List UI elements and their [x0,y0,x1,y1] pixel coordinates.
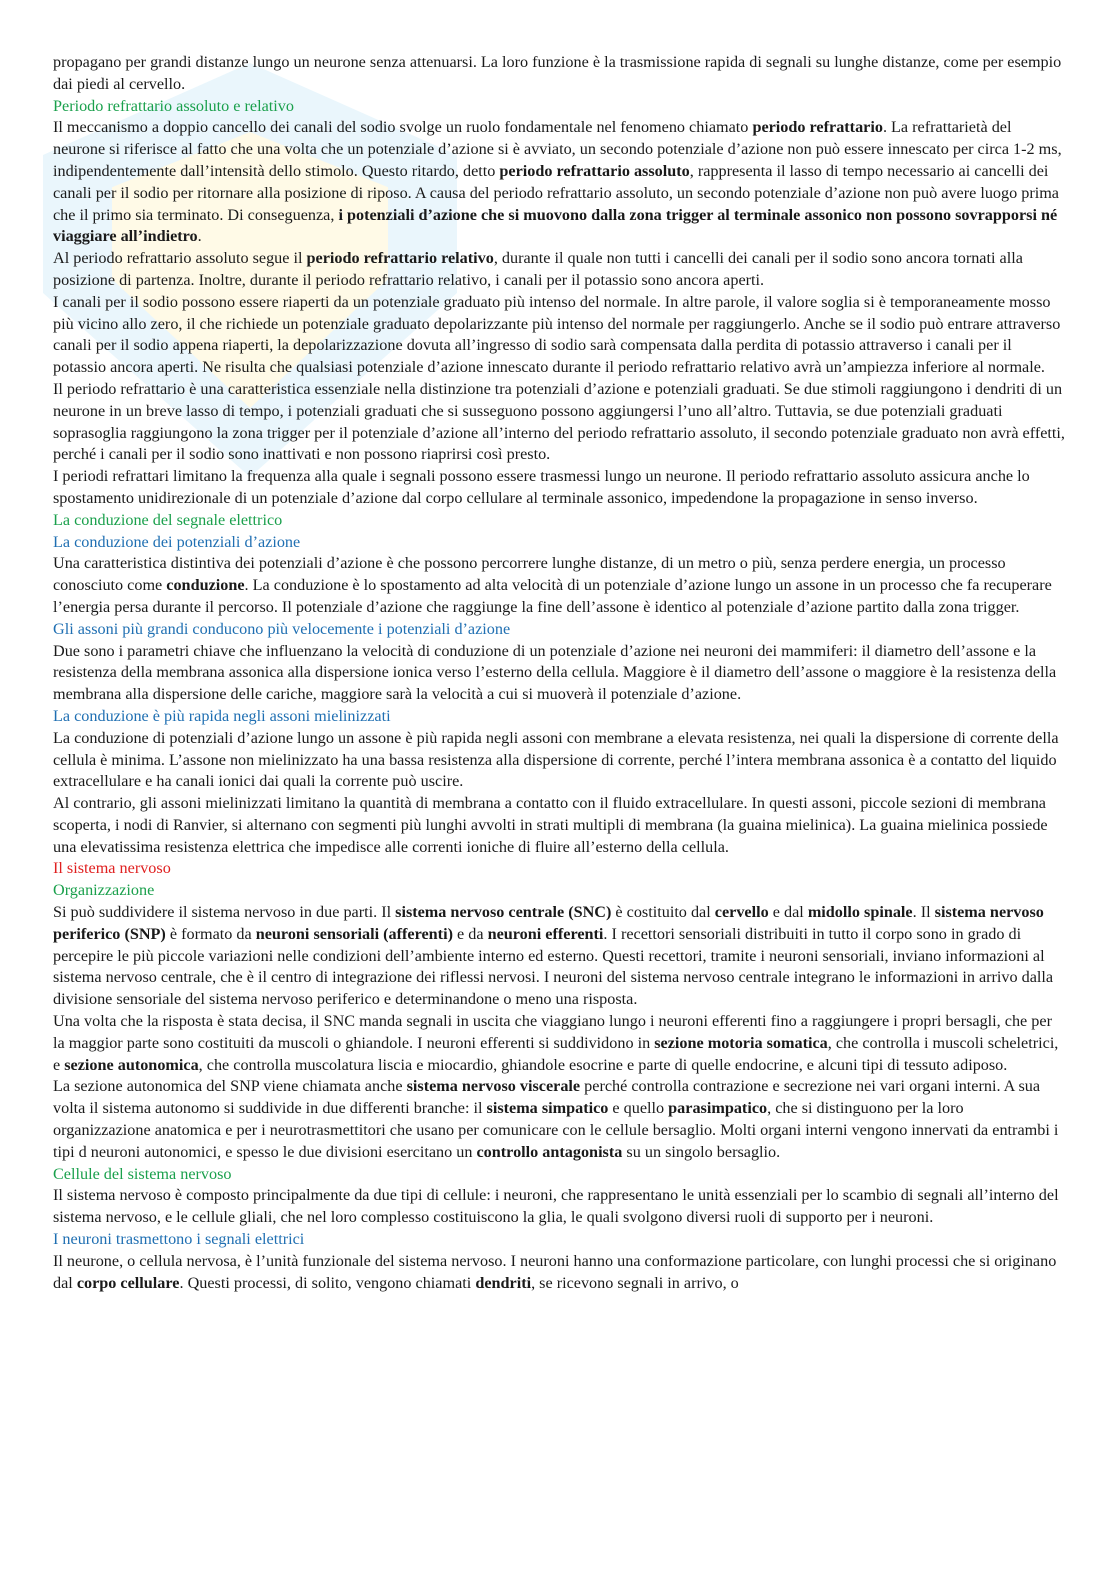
text-run: I periodi refrattari limitano la frequenza alla quale i segnali possono essere trasmessi lungo un neurone. Il periodo refrattario assoluto assicura anche lo spostamento unidirezionale di un potenziale d’azione dal corpo cellulare al terminale assonico, impedendone la propagazione in senso inverso. [53,467,1030,507]
text-run: , rappresenta il lasso di tempo necessario ai cancelli dei canali per il sodio per ritornare alla posizione di riposo. A causa del periodo refrattario assoluto, un secondo potenziale d’azione non può avere luogo prima che il primo sia terminato. Di conseguenza, [53,161,1059,224]
text-run: . [197,227,202,246]
bold-term: i potenziali d’azione che si muovono dalla zona trigger al terminale assonico non possono sovrapporsi né viaggiare all’indietro [53,205,1058,246]
bold-term: periodo refrattario relativo [306,249,494,268]
paragraph [53,793,1065,858]
text-run: Il meccanismo a doppio cancello dei canali del sodio svolge un ruolo fondamentale nel fenomeno chiamato [53,118,753,137]
section-heading: La conduzione dei potenziali d’azione [53,532,301,551]
text-run: Il periodo refrattario è una caratteristica essenziale nella distinzione tra potenziali d’azione e potenziali graduati. Se due stimoli raggiungono i dendriti di un neurone in un breve lasso di tempo, i potenziali graduati che si susseguono possono aggiungersi l’uno all’altro. Tuttavia, se due potenziali graduati soprasoglia raggiungono la zona trigger per il potenziale d’azione all’interno del periodo refrattario assoluto, il secondo potenziale graduato non avrà effetti, perché i canali per il sodio sono inattivati e non possono riaprirsi così presto. [53,379,1065,464]
bold-term: sistema simpatico [486,1099,609,1118]
text-run: . I recettori sensoriali distribuiti in tutto il corpo sono in grado di percepire le più piccole variazioni nelle condizioni dell’ambiente interno ed esterno. Questi recettori, tramite i neuroni sensoriali, inviano informazioni al sistema nervoso centrale, che è il centro di integrazione dei riflessi nervosi. I neuroni del sistema nervoso centrale integrano le informazioni in arrivo dalla divisione sensoriale del sistema nervoso periferico e determinandone o meno una risposta. [53,924,1054,1009]
section-heading: Il sistema nervoso [53,859,171,878]
section-heading: I neuroni trasmettono i segnali elettrici [53,1230,305,1249]
section-heading: La conduzione è più rapida negli assoni mielinizzati [53,706,391,725]
paragraph [53,1251,1065,1295]
bold-term: dendriti [475,1273,532,1292]
text-run: , se ricevono segnali in arrivo, o [531,1273,739,1292]
bold-term: corpo cellulare [76,1273,180,1292]
paragraph [53,248,1065,292]
bold-term: sezione autonomica [64,1055,199,1074]
text-run: propagano per grandi distanze lungo un neurone senza attenuarsi. La loro funzione è la trasmissione rapida di segnali su lunghe distanze, come per esempio dai piedi al cervello. [53,53,1062,93]
text-run: e da [452,924,488,943]
text-run: La conduzione di potenziali d’azione lungo un assone è più rapida negli assoni con membrane a elevata resistenza, nei quali la dispersione di corrente della cellula è minima. L’assone non mielinizzato ha una bassa resistenza alla dispersione di corrente, perché l’intera membrana assonica è a contatto del liquido extracellulare e ha canali ionici dai quali la corrente può uscire. [53,728,1059,791]
text-run: Due sono i parametri chiave che influenzano la velocità di conduzione di un potenziale d’azione nei neuroni dei mammiferi: il diametro dell’assone e la resistenza della membrana assonica alla dispersione ionica verso l’esterno della cellula. Maggiore è il diametro dell’assone o maggiore è la resistenza della membrana alla dispersione delle cariche, maggiore sarà la velocità a cui si muoverà il potenziale d’azione. [53,641,1057,704]
bold-term: neuroni efferenti [487,924,604,943]
bold-term: sezione motoria somatica [654,1033,828,1052]
text-run: Il neurone, o cellula nervosa, è l’unità funzionale del sistema nervoso. I neuroni hanno una conformazione particolare, con lunghi processi che si originano dal [53,1251,1057,1292]
bold-term: sistema nervoso viscerale [406,1077,581,1096]
paragraph [53,728,1065,793]
document-body [53,52,1065,1294]
bold-term: parasimpatico [668,1099,768,1118]
bold-term: periodo refrattario assoluto [499,161,690,180]
text-run: Il sistema nervoso è composto principalmente da due tipi di cellule: i neuroni, che rappresentano le unità essenziali per lo scambio di segnali all’interno del sistema nervoso, e le cellule gliali, che nel loro complesso costituiscono la glia, le quali svolgono diversi ruoli di supporto per i neuroni. [53,1186,1059,1227]
bold-term: midollo spinale [807,903,913,922]
text-run: , che controlla i muscoli scheletrici, e [53,1033,1059,1074]
bold-term: cervello [714,903,769,922]
text-run: . La refrattarietà del neurone si riferisce al fatto che una volta che un potenziale d’azione si è avviato, un secondo potenziale d’azione non può essere innescato per circa 1-2 ms, indipendentemente dall’intensità dello stimolo. Questo ritardo, detto [53,118,1062,180]
text-run: e quello [608,1099,669,1118]
text-run: Una caratteristica distintiva dei potenziali d’azione è che possono percorrere lunghe distanze, di un metro o più, senza perdere energia, un processo conosciuto come [53,554,1006,595]
paragraph [53,553,1065,618]
section-heading: Organizzazione [53,881,155,900]
text-run: Al periodo refrattario assoluto segue il [53,249,307,268]
text-run: su un singolo bersaglio. [622,1142,781,1161]
text-run: . La conduzione è lo spostamento ad alta velocità di un potenziale d’azione lungo un assone in un processo che fa recuperare l’energia persa durante il percorso. Il potenziale d’azione che raggiunge la fine dell’assone è identico al potenziale d’azione partito dalla zona trigger. [53,576,1052,616]
text-run: , durante il quale non tutti i cancelli dei canali per il sodio sono ancora tornati alla posizione di partenza. Inoltre, durante il periodo refrattario relativo, i canali per il potassio sono ancora aperti. [53,249,1023,289]
paragraph [53,117,1065,248]
text-run: La sezione autonomica del SNP viene chiamata anche [53,1077,407,1096]
text-run: . Il [912,903,935,922]
bold-term: sistema nervoso periferico (SNP) [53,903,1044,943]
bold-term: controllo antagonista [476,1142,623,1161]
paragraph [53,1076,1065,1163]
paragraph [53,902,1065,1011]
text-run: è formato da [165,924,256,943]
bold-term: conduzione [166,576,245,595]
text-run: è costituito dal [611,903,715,922]
paragraph [53,1011,1065,1076]
section-heading: La conduzione del segnale elettrico [53,510,283,529]
paragraph [53,379,1065,466]
text-run: , che controlla muscolatura liscia e miocardio, ghiandole esocrine e parte di quelle endocrine, e alcuni tipi di tessuto adiposo. [198,1055,1008,1074]
text-run: Al contrario, gli assoni mielinizzati limitano la quantità di membrana a contatto con il fluido extracellulare. In questi assoni, piccole sezioni di membrana scoperta, i nodi di Ranvier, si alternano con segmenti più lunghi avvolti in strati multipli di membrana (la guaina mielinica). La guaina mielinica possiede una elevatissima resistenza elettrica che impedisce alle correnti ioniche di fluire all’esterno della cellula. [53,794,1048,856]
text-run: e dal [768,903,808,922]
section-heading: Gli assoni più grandi conducono più velocemente i potenziali d’azione [53,619,511,638]
paragraph [53,466,1065,510]
text-run: . Questi processi, di solito, vengono chiamati [179,1273,476,1292]
paragraph [53,1185,1065,1229]
bold-term: sistema nervoso centrale (SNC) [395,903,612,922]
text-run: perché controlla contrazione e secrezione nei vari organi interni. A sua volta il sistema autonomo si suddivide in due differenti branche: il [53,1077,1041,1118]
text-run: Si può suddividere il sistema nervoso in due parti. Il [53,903,396,922]
bold-term: periodo refrattario [752,118,883,137]
section-heading: Cellule del sistema nervoso [53,1164,232,1183]
section-heading: Periodo refrattario assoluto e relativo [53,96,294,115]
paragraph [53,641,1065,706]
text-run: Una volta che la risposta è stata decisa, il SNC manda segnali in uscita che viaggiano lungo i neuroni efferenti fino a raggiungere i propri bersagli, che per la maggior parte sono costituiti da muscoli o ghiandole. I neuroni efferenti si suddividono in [53,1012,1052,1052]
text-run: , che si distinguono per la loro organizzazione anatomica e per i neurotrasmettitori che usano per comunicare con le cellule bersaglio. Molti organi interni vengono innervati da entrambi i tipi d neuroni autonomici, e spesso le due divisioni esercitano un [53,1099,1059,1161]
paragraph [53,52,1065,96]
text-run: I canali per il sodio possono essere riaperti da un potenziale graduato più intenso del normale. In altre parole, il valore soglia si è temporaneamente mosso più vicino allo zero, il che richiede un potenziale graduato depolarizzante più intenso del normale per raggiungerlo. Anche se il sodio può entrare attraverso canali per il sodio appena riaperti, la depolarizzazione dovuta all’ingresso di sodio sarà compensata dalla perdita di potassio attraverso i canali per il potassio ancora aperti. Ne risulta che qualsiasi potenziale d’azione innescato durante il periodo refrattario relativo avrà un’ampiezza inferiore al normale. [53,292,1061,377]
paragraph [53,292,1065,379]
bold-term: neuroni sensoriali (afferenti) [255,924,453,943]
